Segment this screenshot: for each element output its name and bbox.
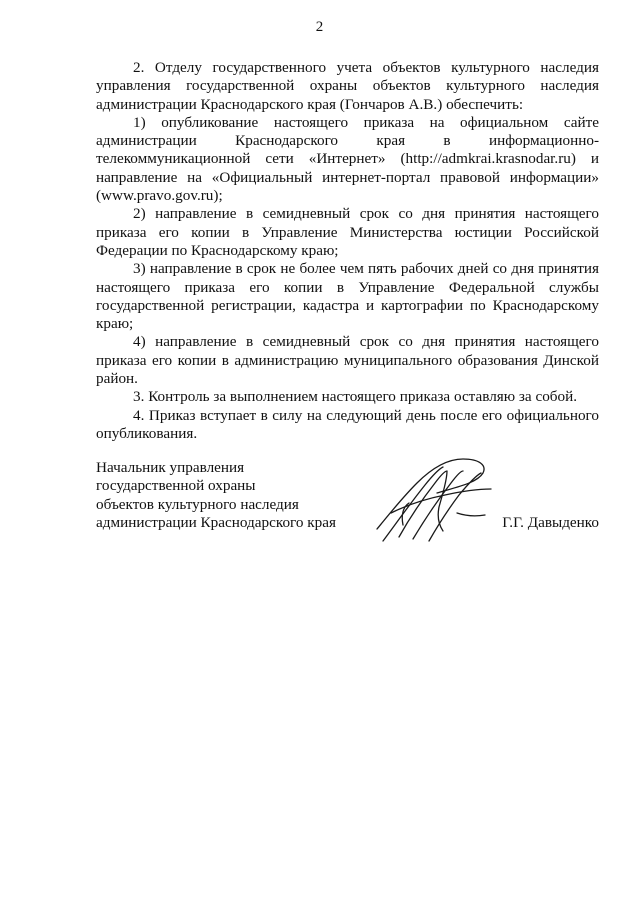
paragraph-4: 4. Приказ вступает в силу на следующий день после его официального опубликования. [96,406,599,442]
signatory-title-line: объектов культурного наследия [96,495,299,513]
signatory-title-line: Начальник управления [96,459,245,476]
paragraph-2-item-2: 2) направление в семидневный срок со дня принятия настоящего приказа его копии в Управление Министерства юстиции Российской Федерации по Краснодарскому краю; [96,205,599,259]
signatory-title [96,459,336,532]
paragraph-2-item-3: 3) направление в срок не более чем пять рабочих дней со дня принятия настоящего приказа его копии в Управление Федеральной службы государственной регистрации, кадастра и картографии по Краснодарскому краю; [96,260,599,333]
signatory-title-line: государственной охраны [96,477,256,495]
paragraph-3: 3. Контроль за выполнением настоящего приказа оставляю за собой. [133,388,578,406]
paragraph-2-item-1: 1) опубликование настоящего приказа на официальном сайте администрации Краснодарского края в информационно-телекоммуникационной сети «Интернет» (http://admkrai.krasnodar.ru) и направление на «Официальный интернет-портал правовой информации» (www.pravo.gov.ru); [96,113,599,205]
signatory-name: Г.Г. Давыденко [502,514,599,531]
paragraph-2-intro: 2. Отделу государственного учета объектов культурного наследия управления государственной охраны объектов культурного наследия администрации Краснодарского края (Гончаров А.В.) обеспечить: [96,59,599,113]
document-body [96,59,599,443]
page-number: 2 [315,19,324,35]
handwritten-signature [373,453,495,545]
paragraph-2-item-4: 4) направление в семидневный срок со дня принятия настоящего приказа его копии в администрацию муниципального образования Динской район. [96,333,599,388]
signatory-title-line: администрации Краснодарского края [96,513,336,531]
